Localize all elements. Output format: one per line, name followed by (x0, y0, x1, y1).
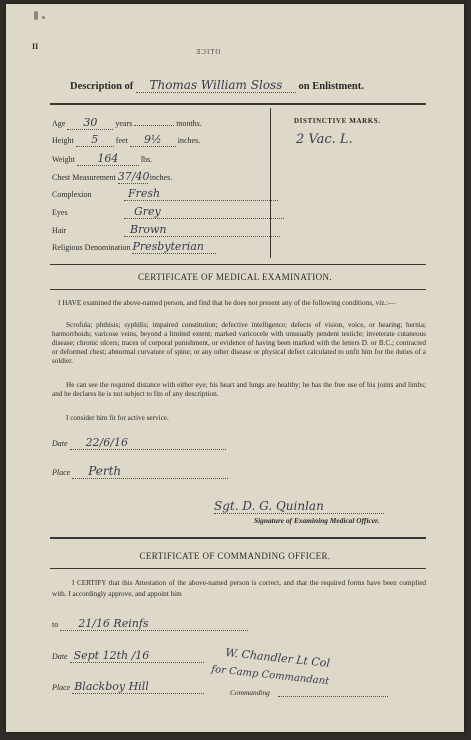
description-prefix: Description of (70, 81, 134, 92)
attestation-page (6, 4, 464, 732)
age-row: Age 30 years months. (52, 116, 202, 129)
commanding-caption-dots (278, 696, 388, 697)
age-value: 30 (67, 116, 113, 130)
distinctive-marks-heading: DISTINCTIVE MARKS. (294, 117, 381, 125)
medical-officer-signature: Sgt. D. G. Quinlan (214, 499, 384, 514)
commanding-date-value: Sept 12th /16 (70, 649, 204, 663)
medical-date-value: 22/6/16 (70, 436, 226, 450)
column-divider (270, 108, 271, 258)
medical-date-row: Date 22/6/16 (52, 436, 226, 450)
mid-rule-3 (50, 537, 426, 539)
weight-value: 164 (77, 152, 139, 166)
appoint-row: to 21/16 Reinfs (52, 617, 248, 631)
mid-rule-1 (50, 264, 426, 265)
religion-value: Presbyterian (132, 240, 216, 254)
eyes-value: Grey (124, 205, 284, 219)
recruit-name: Thomas William Sloss (136, 78, 296, 93)
medical-fit: I consider him fit for active service. (66, 414, 169, 422)
mid-rule-4 (50, 568, 426, 569)
height-row: Height 5 feet 9½ inches. (52, 133, 201, 146)
hair-value: Brown (124, 223, 280, 237)
medical-cert-heading: CERTIFICATE OF MEDICAL EXAMINATION. (137, 272, 333, 282)
height-feet-value: 5 (76, 133, 114, 147)
commanding-officer-title: for Camp Commandant (210, 664, 330, 688)
commanding-place-value: Blackboy Hill (72, 680, 204, 694)
height-inches-value: 9½ (130, 133, 176, 147)
medical-conditions: Scrofula; phthisis; syphilis; impaired constitution; defective intelligence; defects of vision, voice, or hearing; hernia; hæmorrhoids; varicose veins, beyond a limited extent; marked varicocele with unusually pendent testicle; inveterate cutaneous disease; chronic ulcers; traces of corporal punishment, or evidence of having been marked with the letters D. or B.C.; contracted or deformed chest; abnormal curvature of spine; or any other disease or physical defect calculated to unfit him for the duties of a soldier. (52, 321, 426, 365)
appoint-unit-value: 21/16 Reinfs (60, 617, 248, 631)
pin-mark (42, 16, 45, 19)
medical-place-row: Place Perth (52, 464, 228, 479)
mid-rule-2 (50, 289, 426, 290)
complexion-row: Complexion Fresh (52, 187, 278, 201)
top-rule (50, 103, 426, 105)
header-fragment: ƎƆITO (196, 48, 222, 56)
hair-row: Hair Brown (52, 223, 280, 237)
medical-officer-caption: Signature of Examining Medical Officer. (254, 516, 380, 525)
complexion-value: Fresh (124, 187, 278, 201)
commanding-text: I CERTIFY that this Attestation of the above-named person is correct, and that the required forms have been complied with. I accordingly approve, and appoint him (52, 579, 426, 598)
distinctive-marks-value: 2 Vac. L. (296, 132, 353, 147)
pin-mark (34, 11, 38, 20)
description-title (70, 78, 420, 93)
weight-row: Weight 164 lbs. (52, 152, 153, 165)
commanding-date-row: Date Sept 12th /16 (52, 649, 204, 663)
margin-mark: II (32, 42, 39, 51)
chest-row: Chest Measurement 37/40 inches. (52, 170, 173, 183)
eyes-row: Eyes Grey (52, 205, 284, 219)
commanding-officer-signature: W. Chandler Lt Col (224, 646, 331, 670)
commanding-place-row: Place Blackboy Hill (52, 680, 204, 694)
description-suffix: on Enlistment. (298, 81, 364, 92)
chest-value: 37/40 (117, 170, 150, 183)
medical-place-value: Perth (72, 464, 228, 479)
religion-row: Religious Denomination Presbyterian (52, 240, 216, 254)
medical-intro: I HAVE examined the above-named person, and find that he does not present any of the following conditions, viz.:— (58, 299, 396, 307)
medical-sight: He can see the required distance with either eye; his heart and lungs are healthy; he has the free use of his joints and limbs; and he declares he is not subject to fits of any description. (52, 381, 426, 398)
commanding-cert-heading: CERTIFICATE OF COMMANDING OFFICER. (139, 551, 331, 561)
commanding-caption: Commanding (230, 688, 270, 697)
